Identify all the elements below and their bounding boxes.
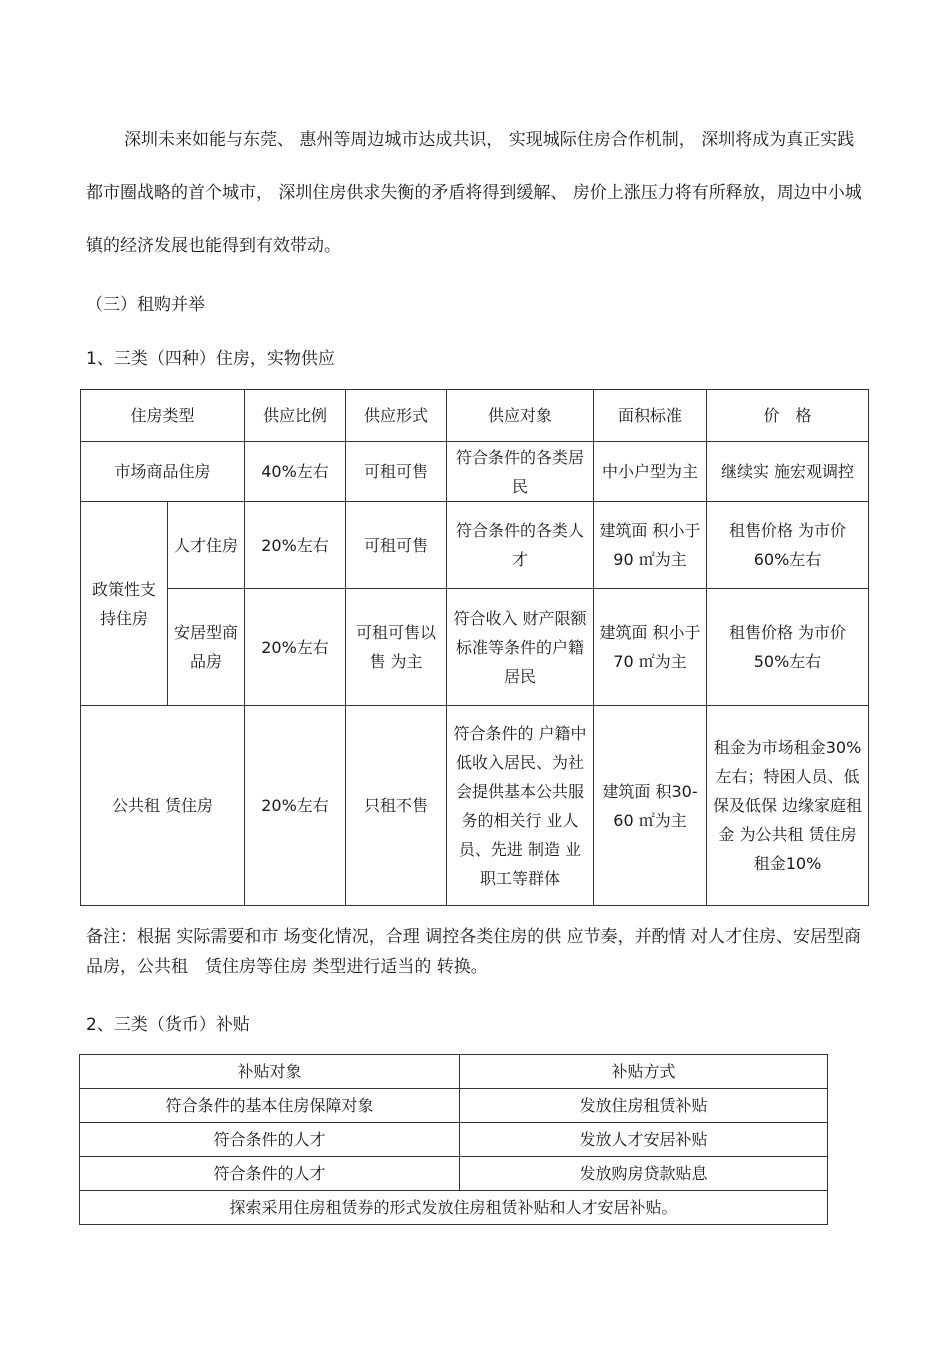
cell-form: 可租可售 bbox=[346, 502, 447, 589]
table-row bbox=[80, 1089, 828, 1123]
cell-target: 符合条件的人才 bbox=[80, 1123, 460, 1157]
sub-heading-physical-supply: 1、三类（四种）住房，实物供应 bbox=[86, 349, 335, 369]
cell-price: 继续实 施宏观调控 bbox=[707, 442, 869, 502]
cell-ratio: 40%左右 bbox=[245, 442, 346, 502]
cell-type: 市场商品住房 bbox=[81, 442, 245, 502]
cell-target: 符合条件的各类居民 bbox=[447, 442, 594, 502]
header-subsidy-target: 补贴对象 bbox=[80, 1055, 460, 1089]
cell-target: 符合收入 财产限额标准等条件的户籍居民 bbox=[447, 589, 594, 706]
table-footer-row bbox=[80, 1191, 828, 1225]
cell-method: 发放人才安居补贴 bbox=[460, 1123, 828, 1157]
cell-area: 中小户型为主 bbox=[594, 442, 707, 502]
header-supply-ratio: 供应比例 bbox=[245, 390, 346, 442]
intro-paragraph bbox=[86, 114, 866, 273]
header-price: 价 格 bbox=[707, 390, 869, 442]
cell-subtype: 安居型商品房 bbox=[168, 589, 245, 706]
header-area-standard: 面积标准 bbox=[594, 390, 707, 442]
table-row-talent-housing bbox=[81, 502, 869, 589]
cell-price: 租金为市场租金30%左右；特困人员、低保及低保 边缘家庭租金 为公共租 赁住房租金10% bbox=[707, 706, 869, 906]
cell-ratio: 20%左右 bbox=[245, 502, 346, 589]
cell-type: 公共租 赁住房 bbox=[81, 706, 245, 906]
cell-area: 建筑面 积30-60 ㎡为主 bbox=[594, 706, 707, 906]
cell-policy-group: 政策性支持住房 bbox=[81, 502, 168, 706]
sub-heading-monetary-subsidy: 2、三类（货币）补贴 bbox=[86, 1015, 250, 1035]
table-row bbox=[80, 1123, 828, 1157]
cell-subtype: 人才住房 bbox=[168, 502, 245, 589]
housing-supply-table bbox=[80, 389, 869, 906]
cell-area: 建筑面 积小于90 ㎡为主 bbox=[594, 502, 707, 589]
cell-form: 可租可售 bbox=[346, 442, 447, 502]
header-supply-form: 供应形式 bbox=[346, 390, 447, 442]
section-heading: （三）租购并举 bbox=[86, 295, 205, 315]
cell-target: 符合条件的各类人才 bbox=[447, 502, 594, 589]
table-row-public-rental bbox=[81, 706, 869, 906]
cell-form: 可租可售以售 为主 bbox=[346, 589, 447, 706]
header-housing-type: 住房类型 bbox=[81, 390, 245, 442]
cell-area: 建筑面 积小于70 ㎡为主 bbox=[594, 589, 707, 706]
table-header-row bbox=[80, 1055, 828, 1089]
header-supply-target: 供应对象 bbox=[447, 390, 594, 442]
cell-price: 租售价格 为市价 60%左右 bbox=[707, 502, 869, 589]
cell-footer: 探索采用住房租赁券的形式发放住房租赁补贴和人才安居补贴。 bbox=[80, 1191, 828, 1225]
cell-target: 符合条件的 户籍中低收入居民、为社会提供基本公共服 务的相关行 业人员、先进 制造 业职工等群体 bbox=[447, 706, 594, 906]
cell-target: 符合条件的人才 bbox=[80, 1157, 460, 1191]
cell-ratio: 20%左右 bbox=[245, 589, 346, 706]
subsidy-table bbox=[79, 1054, 828, 1225]
cell-method: 发放住房租赁补贴 bbox=[460, 1089, 828, 1123]
table-row-anju-housing bbox=[81, 589, 869, 706]
intro-paragraph-text: 深圳未来如能与东莞、 惠州等周边城市达成共识， 实现城际住房合作机制， 深圳将成为真正实践都市圈战略的首个城市， 深圳住房供求失衡的矛盾将得到缓解、 房价上涨压力将有所释放，周边中小城镇的经济发展也能得到有效带动。 bbox=[86, 130, 862, 256]
table-header-row bbox=[81, 390, 869, 442]
cell-price: 租售价格 为市价 50%左右 bbox=[707, 589, 869, 706]
header-subsidy-method: 补贴方式 bbox=[460, 1055, 828, 1089]
cell-target: 符合条件的基本住房保障对象 bbox=[80, 1089, 460, 1123]
cell-ratio: 20%左右 bbox=[245, 706, 346, 906]
table-note: 备注：根据 实际需要和市 场变化情况，合理 调控各类住房的供 应节奏，并酌情 对人才住房、安居型商品房，公共租 赁住房等住房 类型进行适当的 转换。 bbox=[86, 927, 862, 977]
cell-form: 只租不售 bbox=[346, 706, 447, 906]
table-row bbox=[80, 1157, 828, 1191]
cell-method: 发放购房贷款贴息 bbox=[460, 1157, 828, 1191]
table-row-market-housing bbox=[81, 442, 869, 502]
